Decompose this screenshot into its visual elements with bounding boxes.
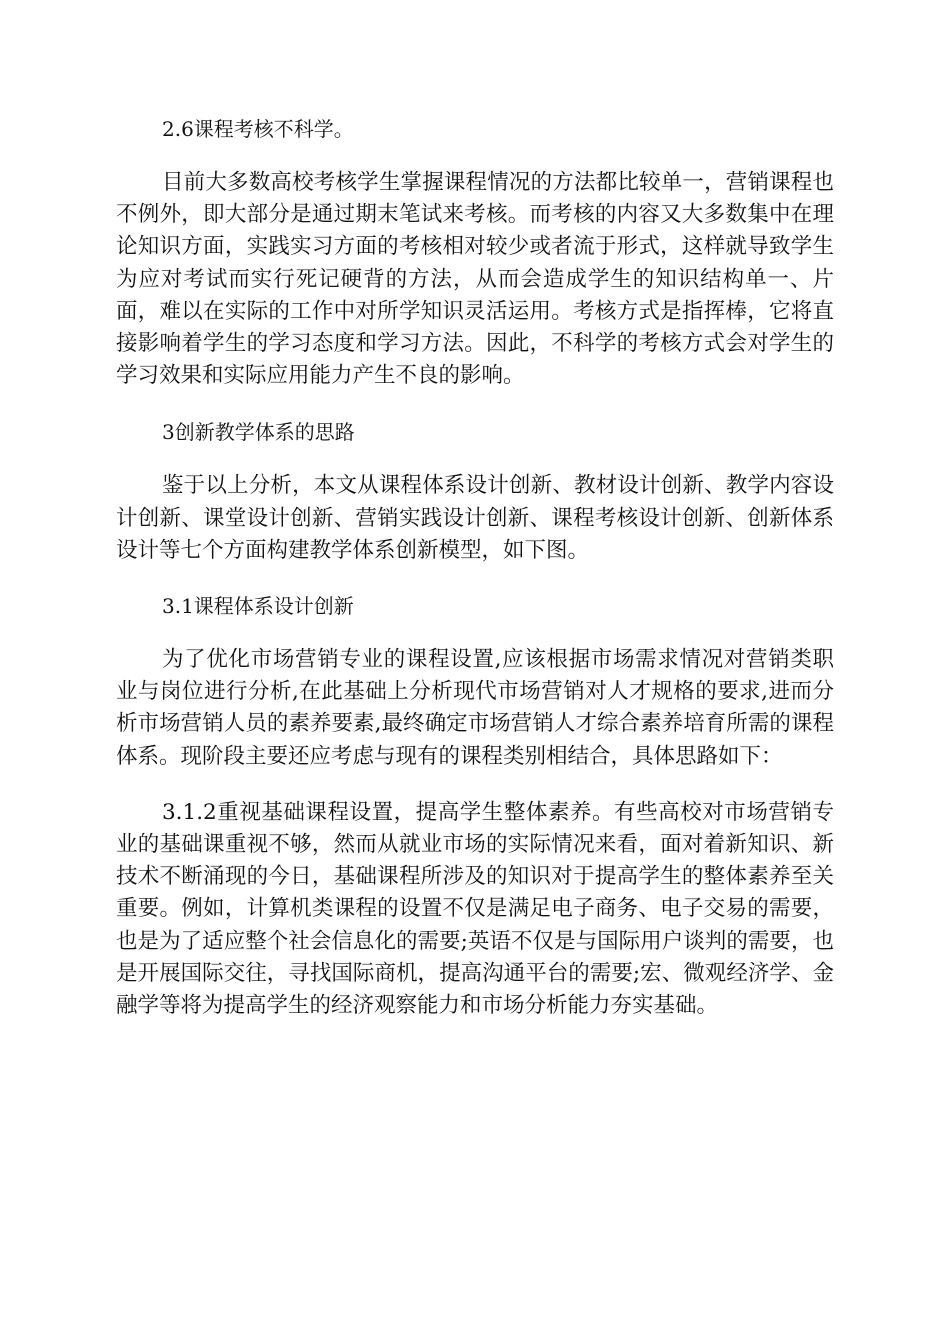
section-heading: 3创新教学体系的思路 bbox=[162, 420, 355, 445]
body-paragraph: 目前大多数高校考核学生掌握课程情况的方法都比较单一，营销课程也不例外，即大部分是通过期末笔试来考核。而考核的内容又大多数集中在理论知识方面，实践实习方面的考核相对较少或者流于形式，这样就导致学生为应对考试而实行死记硬背的方法，从而会造成学生的知识结构单一、片面，难以在实际的工作中对所学知识灵活运用。考核方式是指挥棒，它将直接影响着学生的学习态度和学习方法。因此，不科学的考核方式会对学生的学习效果和实际应用能力产生不良的影响。 bbox=[116, 170, 834, 389]
document-page bbox=[116, 112, 834, 1022]
section-heading: 2.6课程考核不科学。 bbox=[162, 117, 354, 141]
body-paragraph: 3.1.2重视基础课程设置，提高学生整体素养。有些高校对市场营销专业的基础课重视不够，然而从就业市场的实际情况来看，面对着新知识、新技术不断涌现的今日，基础课程所涉及的知识对于提高学生的整体素养至关重要。例如，计算机类课程的设置不仅是满足电子商务、电子交易的需要，也是为了适应整个社会信息化的需要;英语不仅是与国际用户谈判的需要，也是开展国际交往，寻找国际商机，提高沟通平台的需要;宏、微观经济学、金融学等将为提高学生的经济观察能力和市场分析能力夯实基础。 bbox=[116, 799, 834, 1019]
section-heading: 3.1课程体系设计创新 bbox=[162, 594, 354, 619]
body-paragraph: 鉴于以上分析，本文从课程体系设计创新、教材设计创新、教学内容设计创新、课堂设计创新、营销实践设计创新、课程考核设计创新、创新体系设计等七个方面构建教学体系创新模型，如下图。 bbox=[116, 473, 834, 563]
body-paragraph: 为了优化市场营销专业的课程设置,应该根据市场需求情况对营销类职业与岗位进行分析,在此基础上分析现代市场营销对人才规格的要求,进而分析市场营销人员的素养要素,最终确定市场营销人才综合素养培育所需的课程体系。现阶段主要还应考虑与现有的课程类别相结合，具体思路如下： bbox=[116, 647, 834, 769]
